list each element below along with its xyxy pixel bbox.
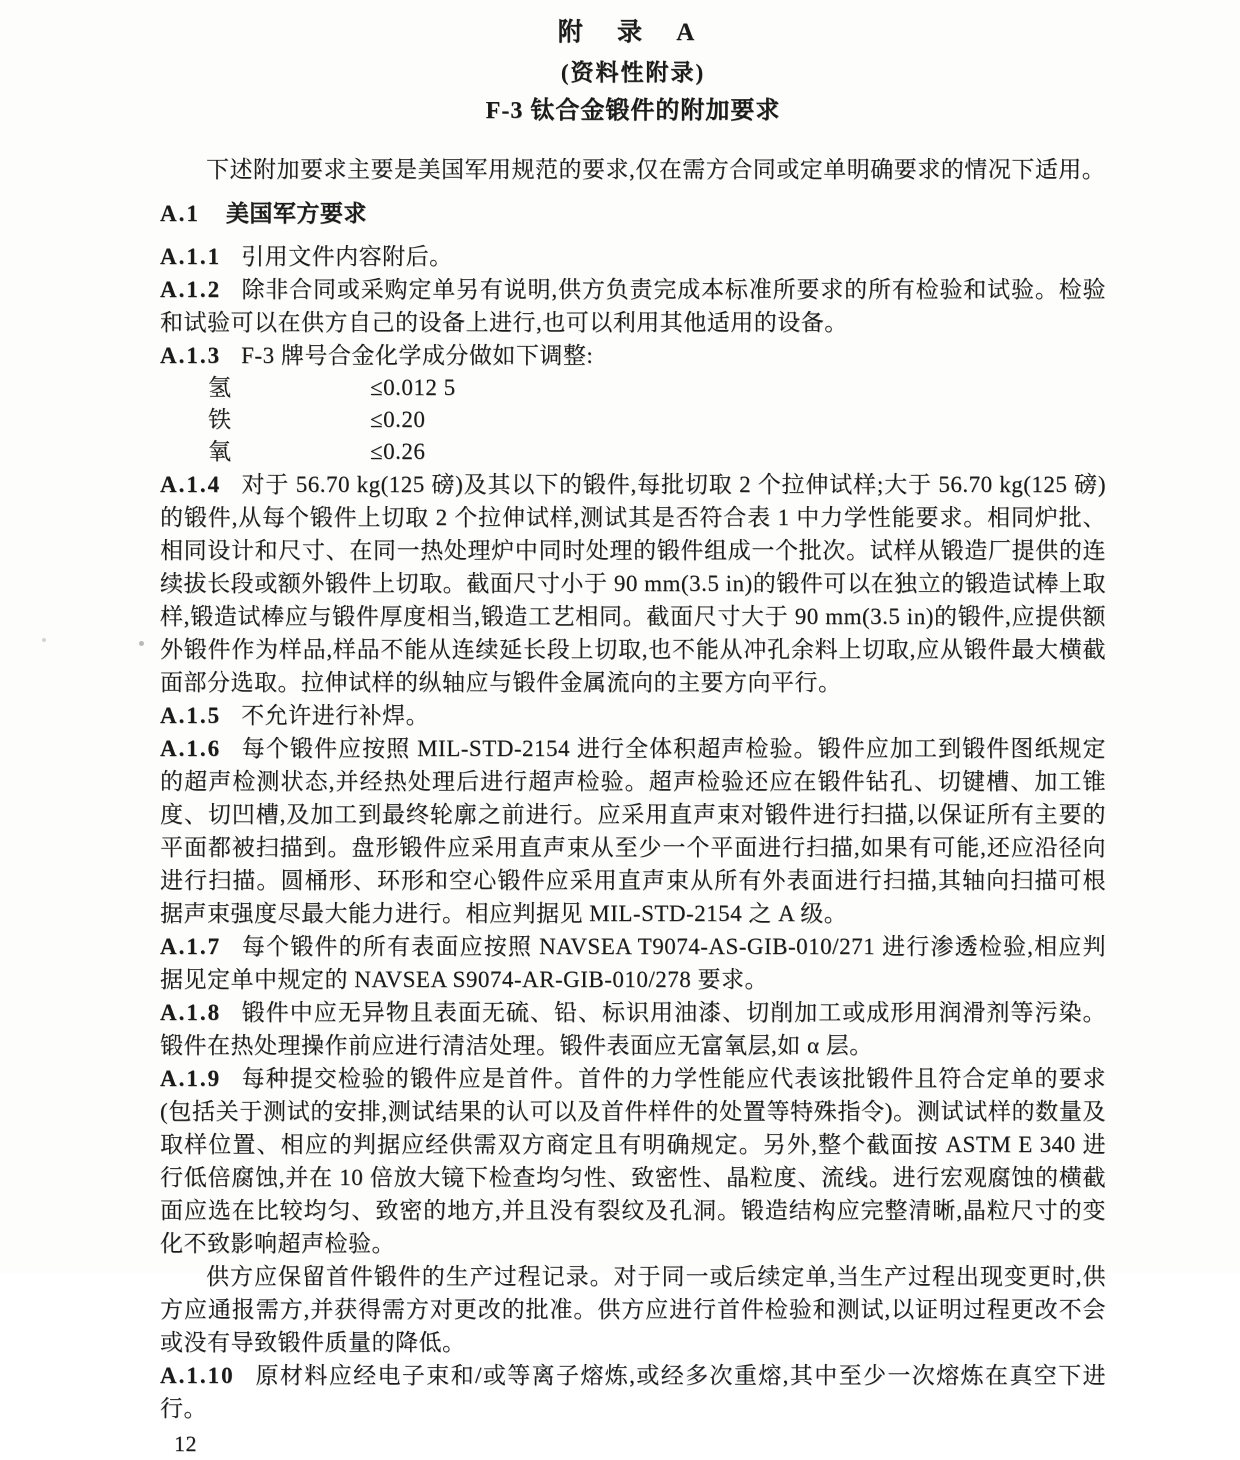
clause-text: 引用文件内容附后。 [241,244,453,269]
chem-limit: ≤0.26 [370,439,426,464]
chem-element: 铁 [208,407,232,432]
chem-limit: ≤0.20 [370,407,426,432]
clause-text: 每个锻件的所有表面应按照 NAVSEA T9074-AS-GIB-010/271 进行渗透检验,相应判据见定单中规定的 NAVSEA S9074-AR-GIB-010/278 要求。 [160,934,1106,992]
clause-a1-4 [160,468,1106,699]
chem-element: 氢 [208,375,232,400]
clause-number: A.1.9 [160,1066,222,1091]
chemical-composition-list [160,372,1106,468]
appendix-label: 附 录 A [557,19,709,46]
clause-number: A.1.1 [160,244,222,269]
chem-row-oxygen [160,436,1106,468]
clause-number: A.1.3 [160,343,222,368]
scan-speck [42,638,46,642]
clause-number: A.1.5 [160,703,222,728]
clause-a1-10 [160,1359,1106,1425]
appendix-title: F-3 钛合金锻件的附加要求 [485,98,781,124]
chem-row-hydrogen [160,372,1106,404]
clause-number: A.1.8 [160,1000,222,1025]
clause-text: 不允许进行补焊。 [241,703,430,728]
chem-limit: ≤0.012 5 [370,375,456,400]
clause-text: 除非合同或采购定单另有说明,供方负责完成本标准所要求的所有检验和试验。检验和试验可以在供方自己的设备上进行,也可以利用其他适用的设备。 [160,277,1106,335]
clause-a1-2 [160,273,1106,339]
appendix-type: (资料性附录) [560,60,706,85]
clause-a1-5 [160,699,1106,732]
clause-a1-1 [160,240,1106,273]
clause-a1-9 [160,1062,1106,1260]
clause-number: A.1.7 [160,934,222,959]
clause-a1-7 [160,930,1106,996]
supplier-record-paragraph [160,1260,1106,1359]
clause-number: A.1.6 [160,736,222,761]
page-number: 12 [174,1431,197,1456]
scan-speck [139,641,144,646]
clause-text: 每种提交检验的锻件应是首件。首件的力学性能应代表该批锻件且符合定单的要求(包括关于测试的安排,测试结果的认可以及首件样件的处置等特殊指令)。测试试样的数量及取样位置、相应的判据应经供需双方商定且有明确规定。另外,整个截面按 ASTM E 340 进行低倍腐蚀,并在 10 倍放大镜下检查均匀性、致密性、晶粒度、流线。进行宏观腐蚀的横截面应选在比较均匀、致密的地方,并且没有裂纹及孔洞。锻造结构应完整清晰,晶粒尺寸的变化不致影响超声检验。 [160,1066,1106,1256]
clause-text: F-3 牌号合金化学成分做如下调整: [241,343,594,368]
chem-element: 氧 [208,439,232,464]
clause-a1-3 [160,339,1106,372]
intro-text: 下述附加要求主要是美国军用规范的要求,仅在需方合同或定单明确要求的情况下适用。 [206,157,1106,182]
clause-number: A.1.10 [160,1363,235,1388]
clause-text: 对于 56.70 kg(125 磅)及其以下的锻件,每批切取 2 个拉伸试样;大于 56.70 kg(125 磅)的锻件,从每个锻件上切取 2 个拉伸试样,测试其是否符合表 1 中力学性能要求。相同炉批、相同设计和尺寸、在同一热处理炉中同时处理的锻件组成一个批次。试样从锻造厂提供的连续拔长段或额外锻件上切取。截面尺寸小于 90 mm(3.5 in)的锻件可以在独立的锻造试棒上取样,锻造试棒应与锻件厚度相当,锻造工艺相同。截面尺寸大于 90 mm(3.5 in)的锻件,应提供额外锻件作为样品,样品不能从连续延长段上切取,也不能从冲孔余料上切取,应从锻件最大横截面部分选取。拉伸试样的纵轴应与锻件金属流向的主要方向平行。 [160,472,1106,695]
clause-heading-a1 [160,197,1106,230]
appendix-header [160,16,1106,128]
intro-paragraph [160,153,1106,186]
clause-a1-8 [160,996,1106,1062]
clause-a1-6 [160,732,1106,930]
chem-row-iron [160,404,1106,436]
clause-number: A.1.2 [160,277,222,302]
supplier-record-text: 供方应保留首件锻件的生产过程记录。对于同一或后续定单,当生产过程出现变更时,供方应通报需方,并获得需方对更改的批准。供方应进行首件检验和测试,以证明过程更改不会或没有导致锻件质量的降低。 [160,1264,1106,1355]
clause-text: 锻件中应无异物且表面无硫、铅、标识用油漆、切削加工或成形用润滑剂等污染。锻件在热处理操作前应进行清洁处理。锻件表面应无富氧层,如 α 层。 [160,1000,1106,1058]
clause-text: 每个锻件应按照 MIL-STD-2154 进行全体积超声检验。锻件应加工到锻件图纸规定的超声检测状态,并经热处理后进行超声检验。超声检验还应在锻件钻孔、切键槽、加工锥度、切凹槽,及加工到最终轮廓之前进行。应采用直声束对锻件进行扫描,以保证所有主要的平面都被扫描到。盘形锻件应采用直声束从至少一个平面进行扫描,如果有可能,还应沿径向进行扫描。圆桶形、环形和空心锻件应采用直声束从所有外表面进行扫描,其轴向扫描可根据声束强度尽最大能力进行。相应判据见 MIL-STD-2154 之 A 级。 [160,736,1106,926]
clause-number: A.1.4 [160,472,222,497]
clause-number: A.1 [160,201,200,226]
clause-text: 原材料应经电子束和/或等离子熔炼,或经多次重熔,其中至少一次熔炼在真空下进行。 [160,1363,1106,1421]
clause-heading-title: 美国军方要求 [225,201,367,226]
